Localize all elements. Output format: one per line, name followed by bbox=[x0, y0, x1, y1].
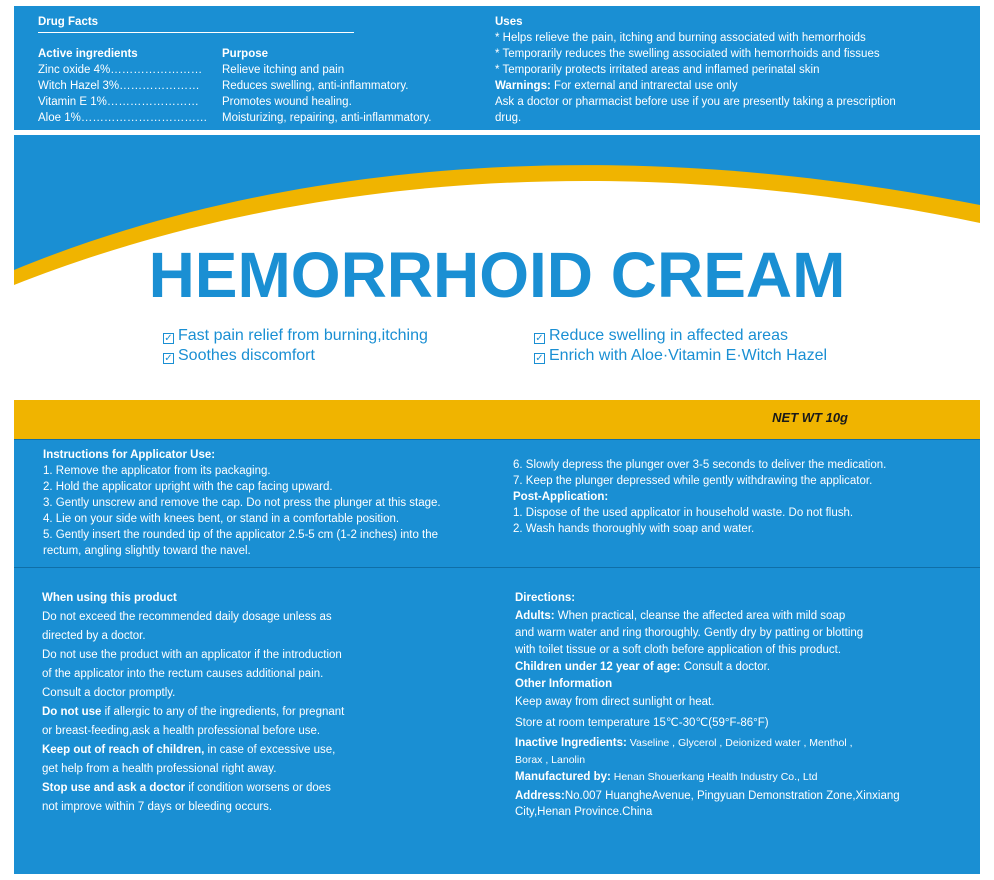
when-using-heading: When using this product bbox=[42, 592, 177, 604]
purpose-row: Relieve itching and pain bbox=[222, 64, 345, 76]
ingredient-row: Zinc oxide 4%…………………… bbox=[38, 64, 203, 76]
children-label: Children under 12 year of age: bbox=[515, 661, 681, 673]
checkbox-icon: ✓ bbox=[535, 353, 544, 364]
when-using-line: directed by a doctor. bbox=[42, 630, 146, 642]
adults-text: When practical, cleanse the affected area with mild soap bbox=[554, 610, 846, 622]
adults-line bbox=[515, 608, 845, 624]
post-application-heading: Post-Application: bbox=[513, 491, 609, 503]
instruction-step: 6. Slowly depress the plunger over 3-5 seconds to deliver the medication. bbox=[513, 459, 887, 471]
children-text: Consult a doctor. bbox=[680, 661, 771, 673]
children-line bbox=[515, 659, 770, 675]
instruction-step: 5. Gently insert the rounded tip of the applicator 2.5-5 cm (1-2 inches) into the bbox=[43, 529, 439, 541]
active-ingredients-header: Active ingredients bbox=[38, 48, 138, 60]
stop-use-label: Stop use and ask a doctor bbox=[42, 782, 186, 794]
when-using-line: of the applicator into the rectum causes additional pain. bbox=[42, 668, 324, 680]
other-info-line: Keep away from direct sunlight or heat. bbox=[515, 696, 715, 708]
instructions-panel bbox=[14, 439, 980, 568]
feature-item bbox=[534, 346, 827, 366]
purpose-row: Moisturizing, repairing, anti-inflammatory. bbox=[222, 112, 432, 124]
uses-line: * Helps relieve the pain, itching and burning associated with hemorrhoids bbox=[495, 32, 866, 44]
stop-use-line2: not improve within 7 days or bleeding occurs. bbox=[42, 801, 273, 813]
inactive-line bbox=[515, 735, 853, 751]
do-not-use-text: if allergic to any of the ingredients, for pregnant bbox=[101, 706, 345, 718]
directions-heading: Directions: bbox=[515, 592, 576, 604]
instruction-step: rectum, angling slightly toward the navel. bbox=[43, 545, 251, 557]
inactive-line2: Borax , Lanolin bbox=[515, 754, 586, 766]
stop-use-line bbox=[42, 780, 331, 796]
keep-out-text: in case of excessive use, bbox=[204, 744, 336, 756]
address-line2: City,Henan Province.China bbox=[515, 806, 653, 818]
warnings-text: For external and intrarectal use only bbox=[550, 80, 738, 92]
brand-banner bbox=[14, 135, 980, 439]
product-title: HEMORRHOID CREAM bbox=[148, 239, 846, 311]
feature-text: Enrich with Aloe·Vitamin E·Witch Hazel bbox=[549, 347, 828, 364]
manufactured-label: Manufactured by: bbox=[515, 771, 611, 783]
instruction-step: 7. Keep the plunger depressed while gently withdrawing the applicator. bbox=[513, 475, 873, 487]
when-using-line: Do not use the product with an applicator if the introduction bbox=[42, 649, 342, 661]
adults-label: Adults: bbox=[515, 610, 555, 622]
ask-doctor-line: drug. bbox=[495, 112, 522, 124]
purpose-row: Promotes wound healing. bbox=[222, 96, 352, 108]
feature-item bbox=[534, 326, 788, 346]
adults-line2: and warm water and ring thoroughly. Gently dry by patting or blotting bbox=[515, 627, 864, 639]
uses-line: * Temporarily reduces the swelling associated with hemorrhoids and fissues bbox=[495, 48, 880, 60]
when-using-line: Do not exceed the recommended daily dosage unless as bbox=[42, 611, 332, 623]
feature-text: Reduce swelling in affected areas bbox=[549, 327, 788, 344]
warnings-directions-panel bbox=[14, 567, 980, 874]
keep-out-label: Keep out of reach of children, bbox=[42, 744, 205, 756]
checkbox-icon: ✓ bbox=[164, 333, 173, 344]
feature-text: Fast pain relief from burning,itching bbox=[178, 327, 428, 344]
post-step: 2. Wash hands thoroughly with soap and water. bbox=[513, 523, 755, 535]
stop-use-text: if condition worsens or does bbox=[185, 782, 331, 794]
ask-doctor-line: Ask a doctor or pharmacist before use if you are presently taking a prescription bbox=[495, 96, 896, 108]
keep-out-line2: get help from a health professional right away. bbox=[42, 763, 277, 775]
post-step: 1. Dispose of the used applicator in household waste. Do not flush. bbox=[513, 507, 854, 519]
net-weight: NET WT 10g bbox=[772, 410, 848, 425]
purpose-row: Reduces swelling, anti-inflammatory. bbox=[222, 80, 409, 92]
ingredient-row: Aloe 1%…………………………… bbox=[38, 112, 208, 124]
instructions-heading: Instructions for Applicator Use: bbox=[43, 449, 216, 461]
feature-item bbox=[163, 326, 428, 346]
instruction-step: 4. Lie on your side with knees bent, or stand in a comfortable position. bbox=[43, 513, 400, 525]
checkbox-icon: ✓ bbox=[164, 353, 173, 364]
uses-line: * Temporarily protects irritated areas and inflamed perinatal skin bbox=[495, 64, 820, 76]
when-using-line: Consult a doctor promptly. bbox=[42, 687, 176, 699]
drug-facts-heading: Drug Facts bbox=[38, 16, 99, 28]
feature-item bbox=[163, 346, 315, 366]
other-info-heading: Other Information bbox=[515, 678, 613, 690]
drug-facts-divider bbox=[38, 32, 354, 33]
manufactured-text: Henan Shouerkang Health Industry Co., Ltd bbox=[610, 771, 818, 783]
warnings-line bbox=[495, 78, 737, 94]
keep-out-line bbox=[42, 742, 335, 758]
do-not-use-label: Do not use bbox=[42, 706, 102, 718]
feature-text: Soothes discomfort bbox=[178, 347, 315, 364]
instruction-step: 3. Gently unscrew and remove the cap. Do not press the plunger at this stage. bbox=[43, 497, 441, 509]
inactive-label: Inactive Ingredients: bbox=[515, 737, 627, 749]
adults-line3: with toilet tissue or a soft cloth before application of this product. bbox=[515, 644, 842, 656]
address-label: Address: bbox=[515, 790, 565, 802]
do-not-use-line bbox=[42, 704, 344, 720]
checkbox-icon: ✓ bbox=[535, 333, 544, 344]
drug-facts-panel bbox=[14, 6, 980, 130]
inactive-text: Vaseline , Glycerol , Deionized water , Menthol , bbox=[626, 737, 853, 749]
address-text: No.007 HuangheAvenue, Pingyuan Demonstration Zone,Xinxiang bbox=[564, 790, 900, 802]
address-line bbox=[515, 788, 900, 804]
instruction-step: 2. Hold the applicator upright with the cap facing upward. bbox=[43, 481, 333, 493]
manufactured-line bbox=[515, 769, 817, 785]
uses-heading: Uses bbox=[495, 16, 523, 28]
purpose-header: Purpose bbox=[222, 48, 269, 60]
ingredient-row: Witch Hazel 3%………………… bbox=[38, 80, 200, 92]
storage-line: Store at room temperature 15℃-30℃(59°F-86°F) bbox=[515, 717, 769, 729]
warnings-label: Warnings: bbox=[495, 80, 551, 92]
instruction-step: 1. Remove the applicator from its packaging. bbox=[43, 465, 271, 477]
ingredient-row: Vitamin E 1%…………………… bbox=[38, 96, 199, 108]
do-not-use-line2: or breast-feeding,ask a health professional before use. bbox=[42, 725, 321, 737]
